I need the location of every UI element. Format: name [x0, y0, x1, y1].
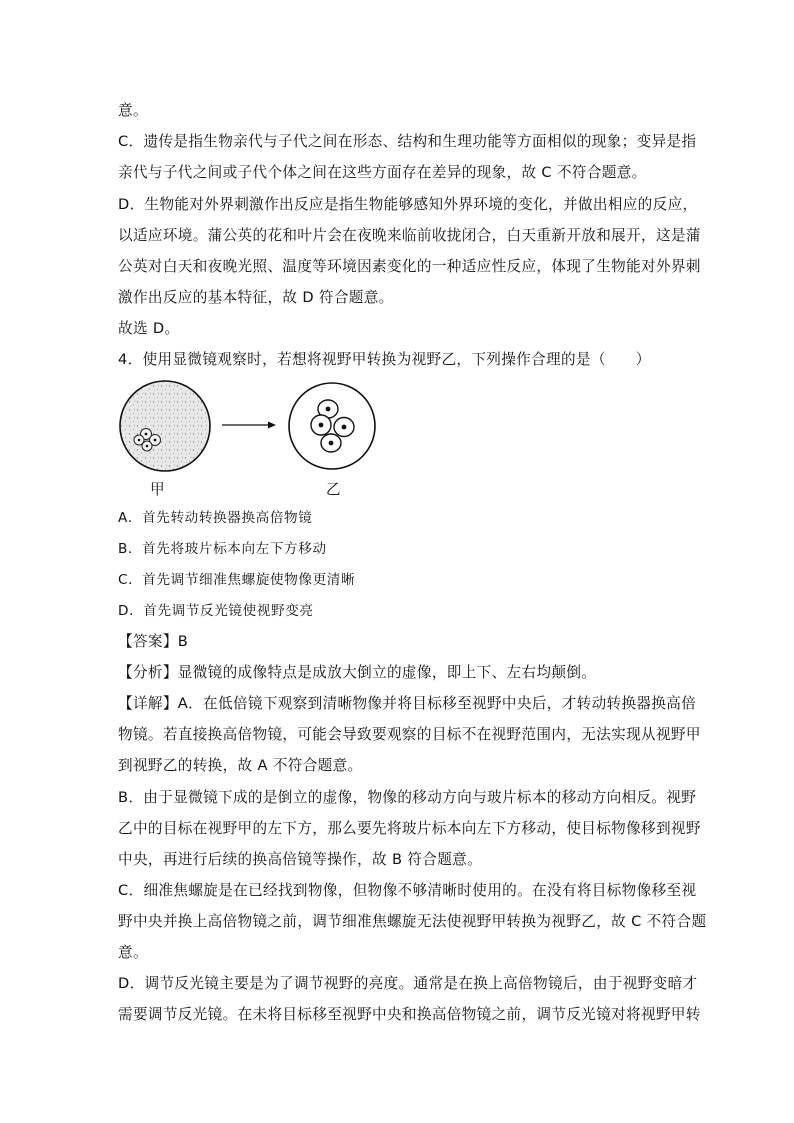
option-d: D．首先调节反光镜使视野变亮 [118, 603, 314, 619]
text-line: C．遗传是指生物亲代与子代之间在形态、结构和生理功能等方面相似的现象；变异是指 [118, 133, 697, 150]
text-line: 激作出反应的基本特征，故 D 符合题意。 [118, 289, 394, 306]
answer-line: 【答案】B [118, 633, 189, 650]
question-stem: 4．使用显微镜观察时，若想将视野甲转换为视野乙，下列操作合理的是（ ） [118, 351, 651, 368]
option-b: B．首先将玻片标本向左下方移动 [118, 541, 327, 557]
detail-line: 到视野乙的转换，故 A 不符合题意。 [118, 757, 363, 774]
text-line: 以适应环境。蒲公英的花和叶片会在夜晚来临前收拢闭合，白天重新开放和展开，这是蒲 [118, 227, 701, 244]
arrow-icon [222, 422, 276, 429]
detail-line: B．由于显微镜下成的是倒立的虚像，物像的移动方向与玻片标本的移动方向相反。视野 [118, 789, 697, 806]
field-jia [120, 381, 210, 471]
detail-line: C．细准焦螺旋是在已经找到物像，但物像不够清晰时使用的。在没有将目标物像移至视 [118, 882, 697, 899]
figure-label-jia: 甲 [150, 481, 165, 498]
detail-line: 意。 [118, 944, 148, 961]
text-line: 公英对白天和夜晚光照、温度等环境因素变化的一种适应性反应，体现了生物能对外界刺 [118, 258, 701, 275]
field-yi [289, 383, 375, 469]
detail-line: D．调节反光镜主要是为了调节视野的亮度。通常是在换上高倍物镜后，由于视野变暗才 [118, 975, 698, 992]
text-line: 亲代与子代之间或子代个体之间在这些方面存在差异的现象，故 C 不符合题意。 [118, 164, 647, 181]
text-line: 意。 [118, 102, 148, 119]
detail-line: 【详解】A．在低倍镜下观察到清晰物像并将目标移至视野中央后，才转动转换器换高倍 [118, 695, 697, 712]
detail-line: 需要调节反光镜。在未将目标移至视野中央和换高倍物镜之前，调节反光镜对将视野甲转 [118, 1006, 701, 1023]
detail-line: 中央，再进行后续的换高倍镜等操作，故 B 符合题意。 [118, 851, 483, 868]
figure-label-yi: 乙 [326, 481, 341, 498]
option-a: A．首先转动转换器换高倍物镜 [118, 510, 313, 526]
text-line: 故选 D。 [118, 320, 180, 337]
option-c: C．首先调节细准焦螺旋使物像更清晰 [118, 572, 356, 588]
detail-line: 乙中的目标在视野甲的左下方，那么要先将玻片标本向左下方移动，使目标物像移到视野 [118, 820, 701, 837]
detail-line: 物镜。若直接换高倍物镜，可能会导致要观察的目标不在视野范围内，无法实现从视野甲 [118, 726, 701, 743]
text-line: D．生物能对外界刺激作出反应是指生物能够感知外界环境的变化，并做出相应的反应， [118, 196, 698, 213]
detail-line: 野中央并换上高倍物镜之前，调节细准焦螺旋无法使视野甲转换为视野乙，故 C 不符合题 [118, 913, 707, 930]
analysis-line: 【分析】显微镜的成像特点是成放大倒立的虚像，即上下、左右均颠倒。 [118, 664, 597, 681]
